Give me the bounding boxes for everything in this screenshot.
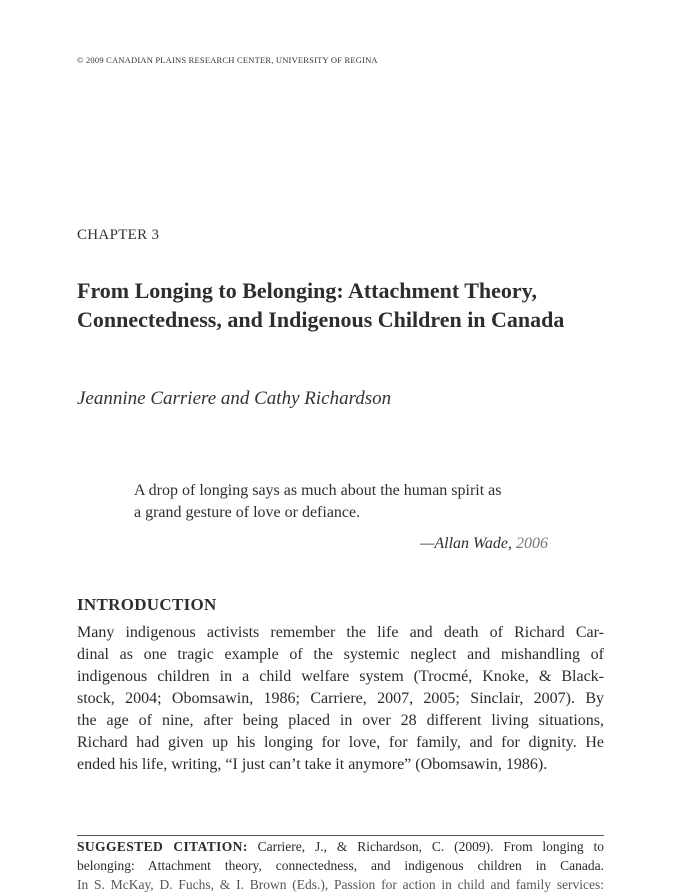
epigraph-attribution <box>134 535 548 553</box>
chapter-label: CHAPTER 3 <box>77 227 160 243</box>
paragraph-line: dinal as one tragic example of the systemic neglect and mishandling of <box>77 646 604 663</box>
epigraph-line-1: A drop of longing says as much about the human spirit as <box>134 482 502 499</box>
attribution-year: 2006 <box>516 535 548 552</box>
paragraph-line: the age of nine, after being placed in over 28 different living situations, <box>77 712 604 729</box>
section-heading-introduction: INTRODUCTION <box>77 595 217 614</box>
citation-line-2: belonging: Attachment theory, connectedness, and indigenous children in Canada. <box>77 858 604 873</box>
footnote-divider <box>77 835 604 836</box>
citation-label: SUGGESTED CITATION: <box>77 839 248 854</box>
paragraph-line: indigenous children in a child welfare system (Trocmé, Knoke, & Black- <box>77 668 604 685</box>
citation-line-3: In S. McKay, D. Fuchs, & I. Brown (Eds.), Passion for action in child and family services: <box>77 877 604 892</box>
chapter-title <box>77 276 617 334</box>
introduction-paragraph <box>77 622 604 776</box>
citation-line-1-text: Carriere, J., & Richardson, C. (2009). From longing to <box>247 839 604 854</box>
paragraph-line: stock, 2004; Obomsawin, 1986; Carriere, 2007, 2005; Sinclair, 2007). By <box>77 690 604 707</box>
copyright-notice: © 2009 CANADIAN PLAINS RESEARCH CENTER, UNIVERSITY OF REGINA <box>77 55 378 65</box>
attribution-name: —Allan Wade, <box>420 535 516 552</box>
citation-line-1 <box>77 837 604 856</box>
chapter-title-line-2: Connectedness, and Indigenous Children in Canada <box>77 307 565 332</box>
author-names: Jeannine Carriere and Cathy Richardson <box>77 388 392 409</box>
paragraph-line: Many indigenous activists remember the life and death of Richard Car- <box>77 624 604 641</box>
epigraph-quote <box>134 480 548 524</box>
chapter-title-line-1: From Longing to Belonging: Attachment Theory, <box>77 278 537 303</box>
epigraph-line-2: a grand gesture of love or defiance. <box>134 504 361 521</box>
suggested-citation <box>77 837 604 894</box>
paragraph-line: Richard had given up his longing for love, for family, and for dignity. He <box>77 734 604 751</box>
paragraph-line: ended his life, writing, “I just can’t take it anymore” (Obomsawin, 1986). <box>77 756 548 773</box>
